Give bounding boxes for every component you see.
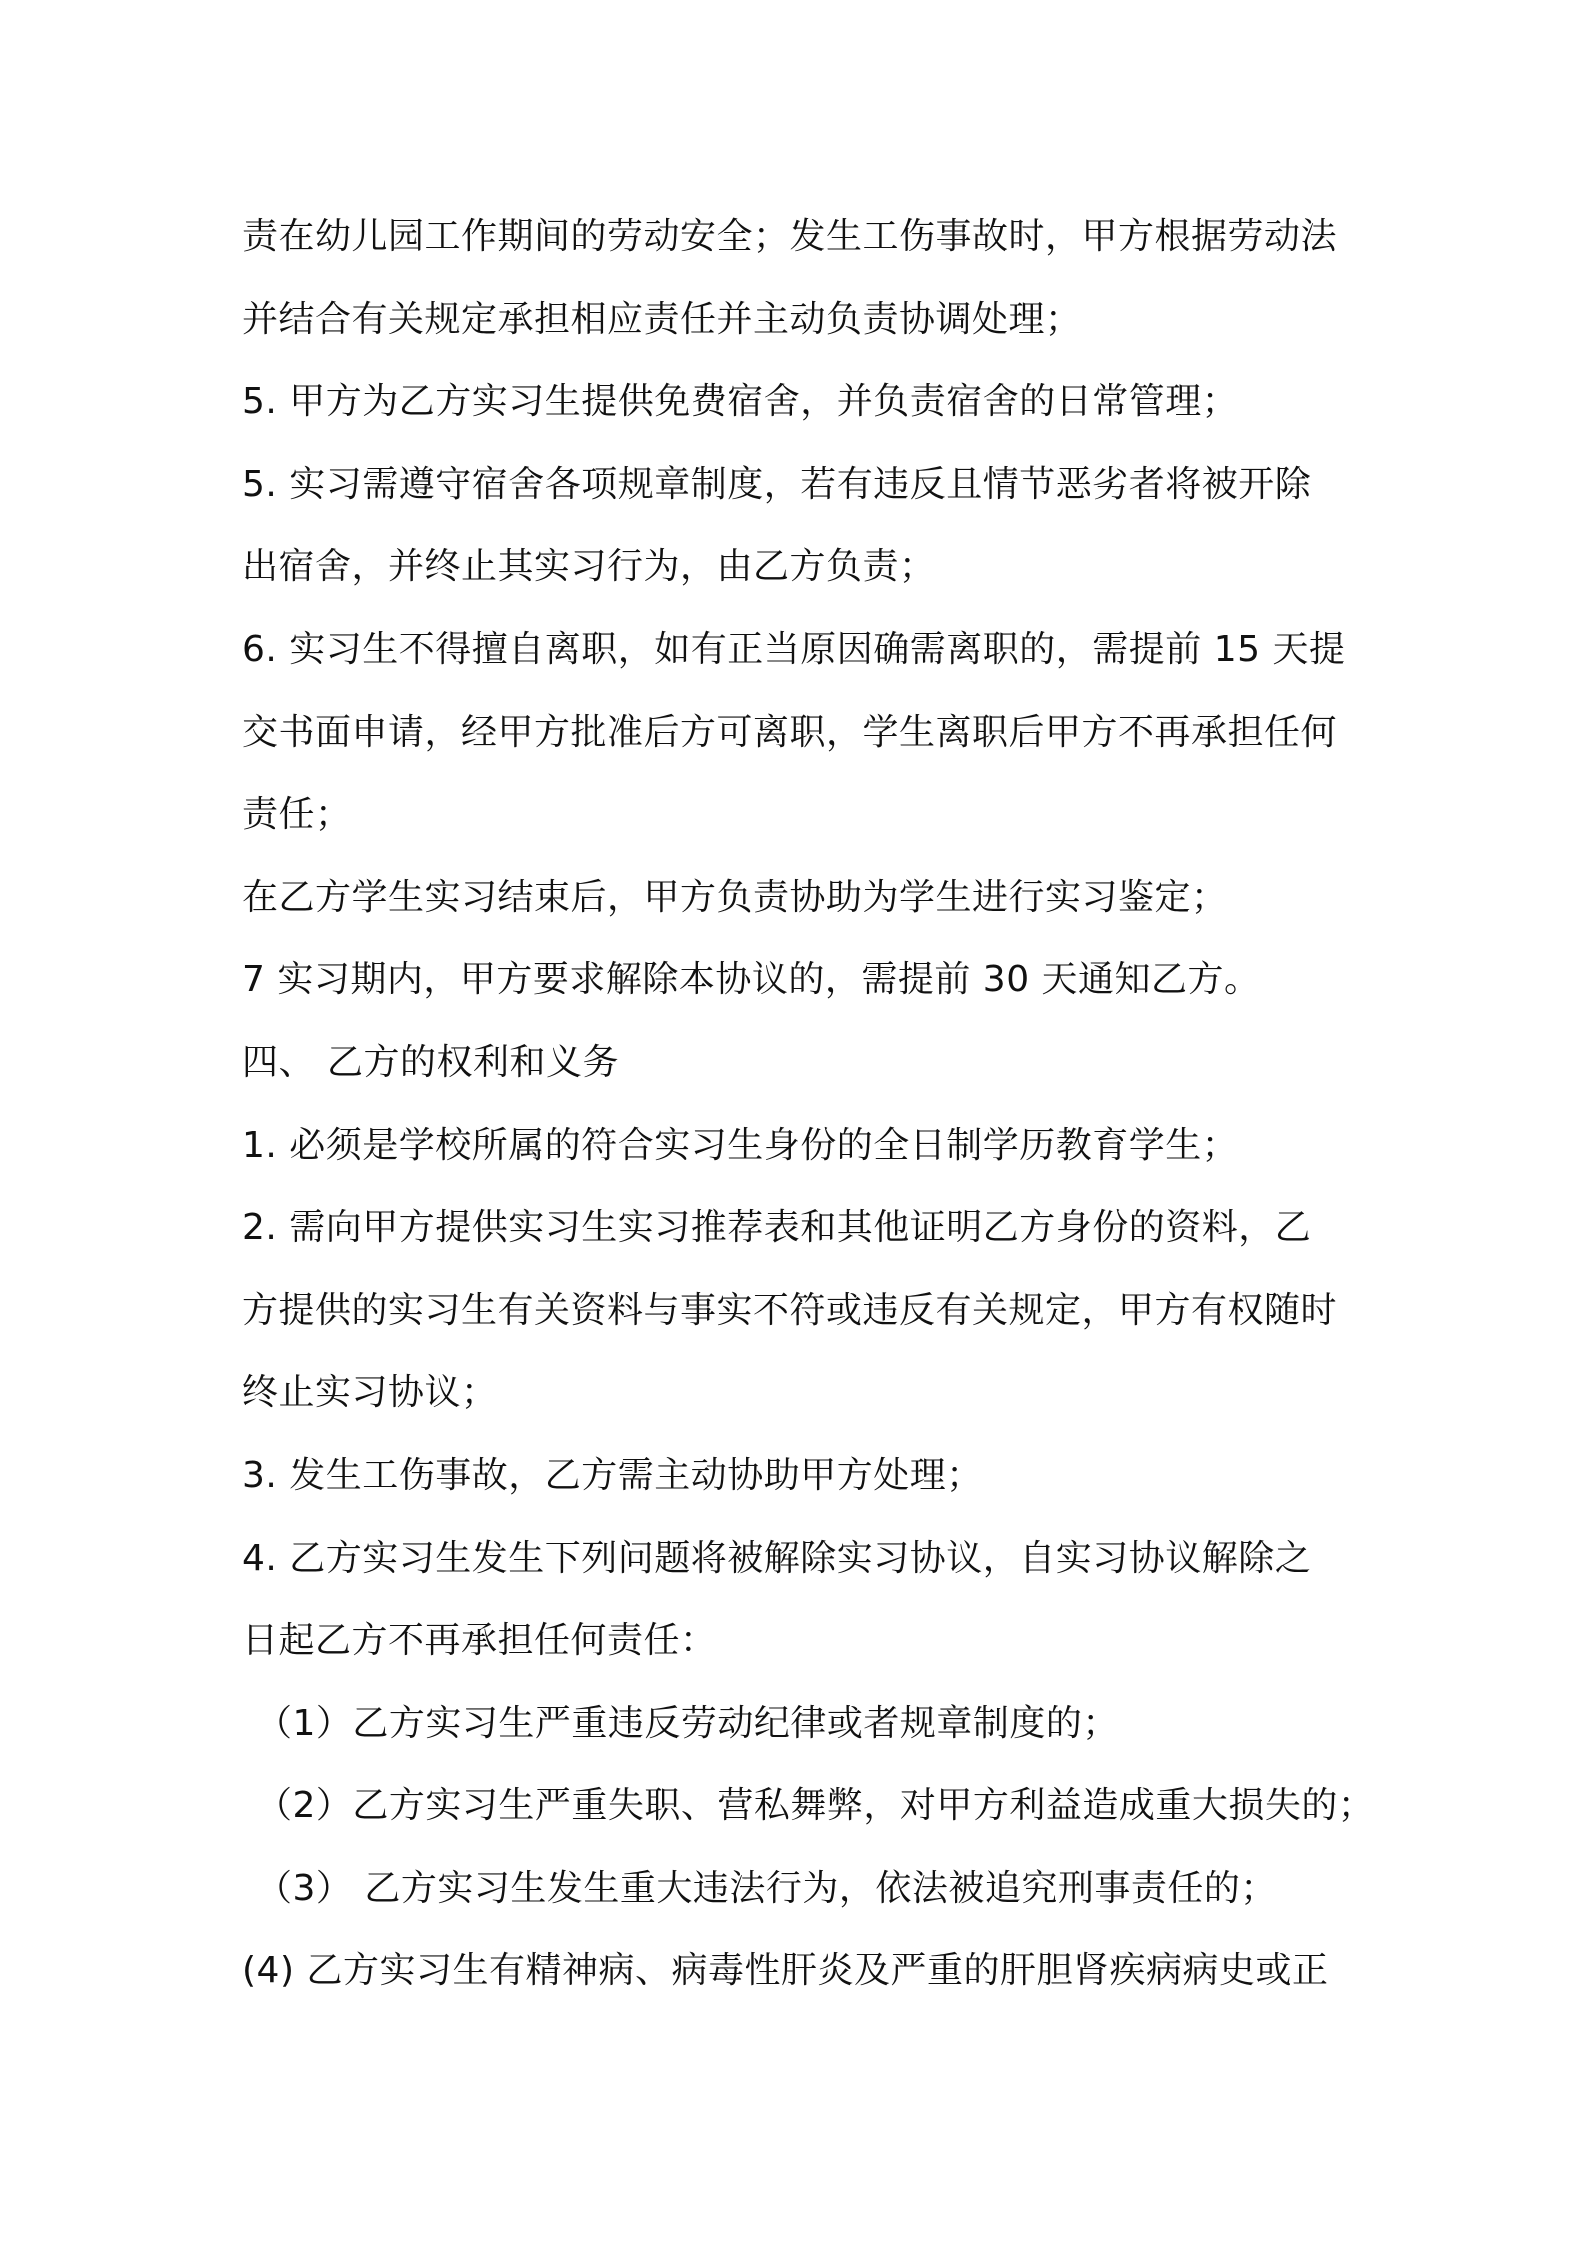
sub-item-line: （1）乙方实习生严重违反劳动纪律或者规章制度的；	[256, 1702, 1119, 1744]
text-line: 3. 发生工伤事故，乙方需主动协助甲方处理；	[242, 1454, 983, 1496]
text-line: 4. 乙方实习生发生下列问题将被解除实习协议，自实习协议解除之	[242, 1537, 1312, 1579]
text-line: 在乙方学生实习结束后，甲方负责协助为学生进行实习鉴定；	[242, 876, 1228, 918]
sub-item-line: （2）乙方实习生严重失职、营私舞弊，对甲方利益造成重大损失的；	[256, 1785, 1375, 1827]
text-line: 责在幼儿园工作期间的劳动安全；发生工伤事故时，甲方根据劳动法	[242, 216, 1338, 257]
text-line: 5. 甲方为乙方实习生提供免费宿舍，并负责宿舍的日常管理；	[242, 381, 1239, 423]
text-line: 责任；	[242, 794, 352, 836]
text-line: 并结合有关规定承担相应责任并主动负责协调处理；	[242, 298, 1082, 340]
text-line: 交书面申请，经甲方批准后方可离职，学生离职后甲方不再承担任何	[242, 711, 1338, 753]
text-line: 出宿舍，并终止其实习行为，由乙方负责；	[242, 546, 936, 588]
text-line: 6. 实习生不得擅自离职，如有正当原因确需离职的，需提前 15 天提	[242, 628, 1346, 670]
text-line: 2. 需向甲方提供实习生实习推荐表和其他证明乙方身份的资料，乙	[242, 1207, 1312, 1249]
sub-item-line: (4) 乙方实习生有精神病、病毒性肝炎及严重的肝胆肾疾病病史或正	[242, 1950, 1329, 1992]
text-line: 1. 必须是学校所属的符合实习生身份的全日制学历教育学生；	[242, 1124, 1239, 1166]
text-line: 日起乙方不再承担任何责任：	[242, 1620, 717, 1662]
text-line: 终止实习协议；	[242, 1372, 498, 1414]
document-body	[242, 196, 1402, 2013]
text-line: 5. 实习需遵守宿舍各项规章制度，若有违反且情节恶劣者将被开除	[242, 463, 1312, 505]
text-line: 7 实习期内，甲方要求解除本协议的，需提前 30 天通知乙方。	[242, 959, 1261, 1001]
section-heading: 四、 乙方的权利和义务	[242, 1041, 619, 1083]
text-line: 方提供的实习生有关资料与事实不符或违反有关规定，甲方有权随时	[242, 1289, 1338, 1331]
sub-item-line: （3） 乙方实习生发生重大违法行为，依法被追究刑事责任的；	[256, 1867, 1277, 1909]
